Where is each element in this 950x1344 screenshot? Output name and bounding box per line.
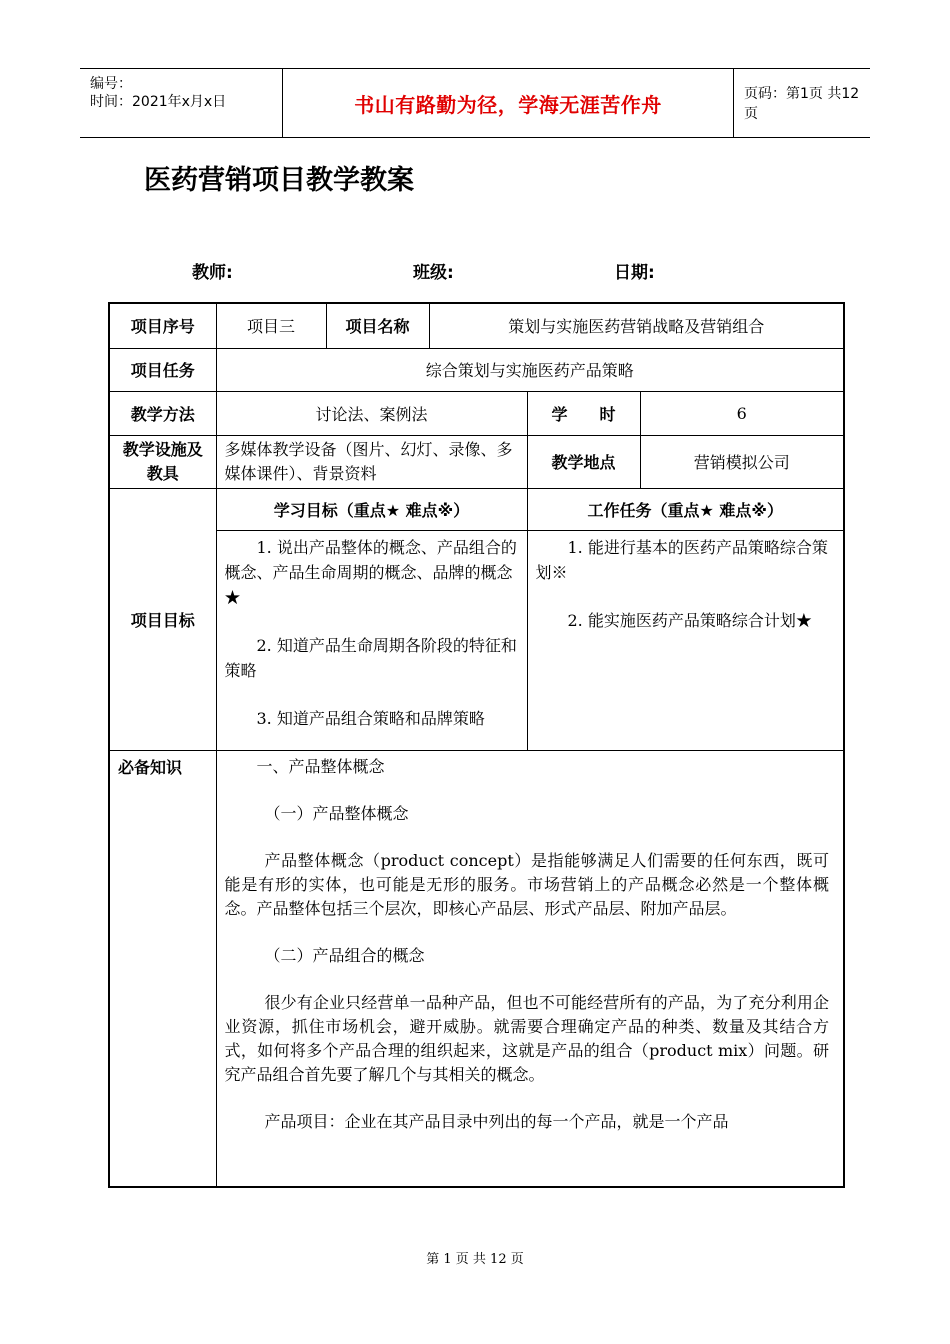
project-no-value: 项目三 bbox=[216, 303, 326, 348]
equipment-label: 教学设施及教具 bbox=[109, 435, 216, 488]
method-label: 教学方法 bbox=[109, 391, 216, 435]
project-name-label: 项目名称 bbox=[326, 303, 429, 348]
table-row bbox=[109, 530, 844, 750]
learning-goals-header: 学习目标（重点★ 难点※） bbox=[216, 488, 527, 530]
document-title: 医药营销项目教学教案 bbox=[144, 165, 414, 196]
motto: 书山有路勤为径，学海无涯苦作舟 bbox=[354, 92, 662, 117]
knowledge-label: 必备知识 bbox=[109, 750, 216, 1187]
work-task-item: 1. 能进行基本的医药产品策略综合策划※ bbox=[535, 537, 828, 582]
knowledge-paragraph: 很少有企业只经营单一品种产品，但也不可能经营所有的产品，为了充分利用企业资源，抓住市场机会，避开威胁。就需要合理确定产品的种类、数量及其结合方式，如何将多个产品合理的组织起来，这就是产品的组合（product mix）问题。研究产品组合首先要了解几个与其相关的概念。 bbox=[224, 992, 829, 1084]
lesson-plan-table bbox=[108, 302, 845, 1188]
learning-goals-cell bbox=[216, 530, 527, 750]
project-name-value: 策划与实施医药营销战略及营销组合 bbox=[429, 303, 844, 348]
header-motto-cell bbox=[283, 69, 734, 137]
header-page-info: 页码：第1页 共12页 bbox=[744, 86, 860, 122]
table-row bbox=[109, 750, 844, 1187]
table-row bbox=[109, 303, 844, 348]
knowledge-cell bbox=[216, 750, 844, 1187]
location-value: 营销模拟公司 bbox=[640, 435, 844, 488]
table-row bbox=[109, 435, 844, 488]
work-task-item: 2. 能实施医药产品策略综合计划★ bbox=[567, 610, 812, 630]
knowledge-subheading: （一）产品整体概念 bbox=[264, 803, 409, 823]
knowledge-subheading: （二）产品组合的概念 bbox=[264, 945, 425, 965]
task-label: 项目任务 bbox=[109, 348, 216, 391]
method-value: 讨论法、案例法 bbox=[216, 391, 527, 435]
time-label: 时间：2021年x月x日 bbox=[90, 94, 227, 110]
learning-goal-item: 2. 知道产品生命周期各阶段的特征和策略 bbox=[224, 635, 517, 680]
header-left-cell bbox=[80, 69, 283, 137]
table-row bbox=[109, 488, 844, 530]
class-label: 班级: bbox=[413, 263, 454, 283]
hours-value: 6 bbox=[640, 391, 844, 435]
learning-goal-item: 3. 知道产品组合策略和品牌策略 bbox=[256, 708, 485, 728]
work-tasks-cell bbox=[527, 530, 844, 750]
hours-label: 学 时 bbox=[527, 391, 640, 435]
project-no-label: 项目序号 bbox=[109, 303, 216, 348]
work-tasks-header: 工作任务（重点★ 难点※） bbox=[527, 488, 844, 530]
table-row bbox=[109, 391, 844, 435]
goals-label: 项目目标 bbox=[109, 488, 216, 750]
number-label: 编号： bbox=[90, 76, 132, 92]
knowledge-paragraph: 产品项目：企业在其产品目录中列出的每一个产品，就是一个产品 bbox=[264, 1111, 729, 1131]
table-row bbox=[109, 348, 844, 391]
equipment-value: 多媒体教学设备（图片、幻灯、录像、多媒体课件）、背景资料 bbox=[216, 435, 527, 488]
location-label: 教学地点 bbox=[527, 435, 640, 488]
teacher-label: 教师: bbox=[192, 263, 233, 283]
page-header bbox=[80, 68, 870, 138]
knowledge-heading: 一、产品整体概念 bbox=[256, 756, 385, 776]
learning-goal-item: 1. 说出产品整体的概念、产品组合的概念、产品生命周期的概念、品牌的概念★ bbox=[224, 537, 517, 607]
page-footer: 第 1 页 共 12 页 bbox=[426, 1252, 524, 1267]
task-value: 综合策划与实施医药产品策略 bbox=[216, 348, 844, 391]
knowledge-paragraph: 产品整体概念（product concept）是指能够满足人们需要的任何东西，既可能是有形的实体，也可能是无形的服务。市场营销上的产品概念必然是一个整体概念。产品整体包括三个层次，即核心产品层、形式产品层、附加产品层。 bbox=[224, 850, 829, 918]
date-label: 日期: bbox=[614, 263, 655, 283]
